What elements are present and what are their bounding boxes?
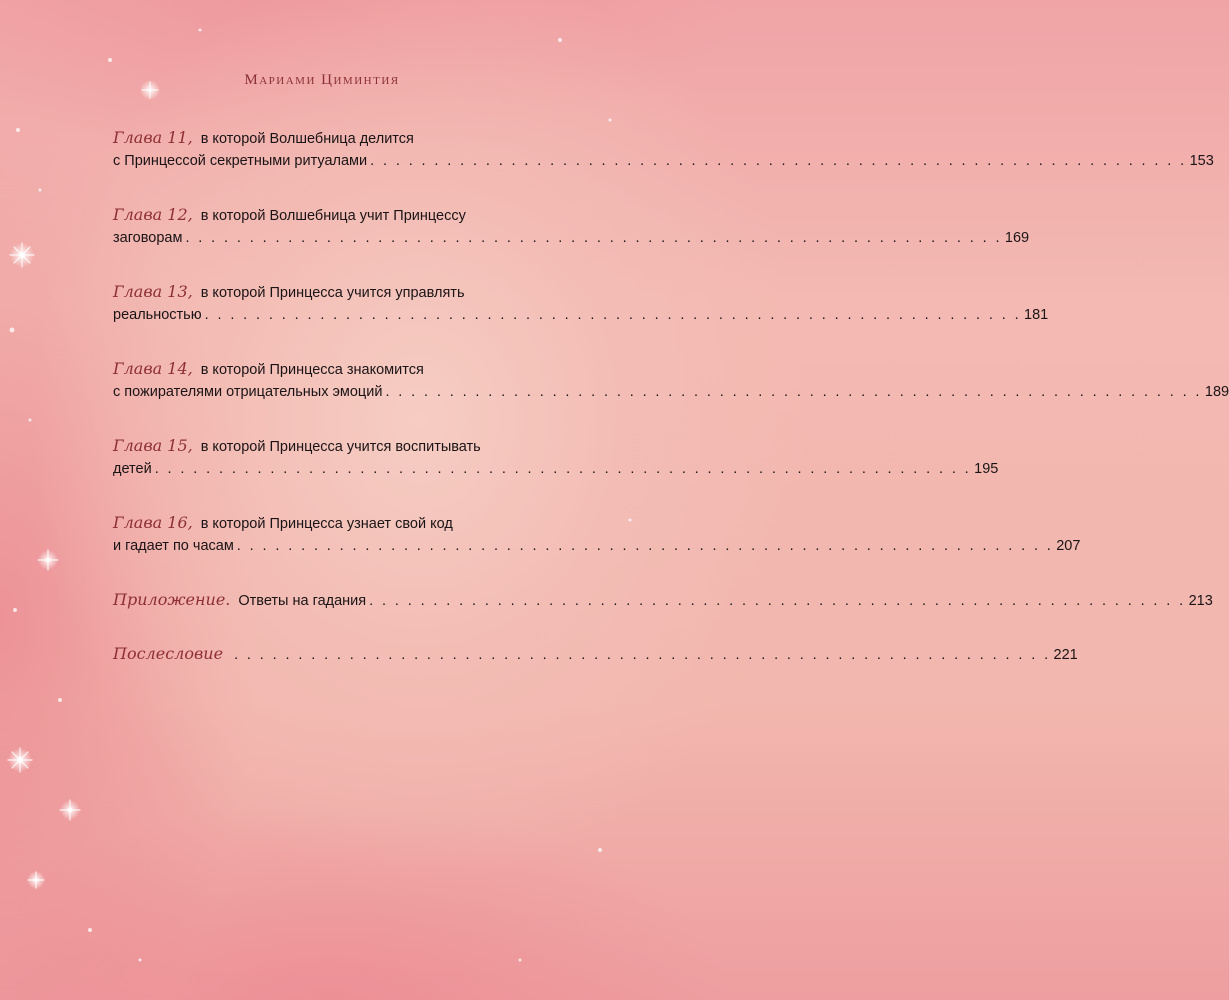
table-of-contents — [113, 128, 1229, 698]
chapter-label: Глава 12, — [113, 205, 193, 224]
entry-title-line1: в которой Принцесса узнает свой код — [200, 516, 453, 532]
toc-entry-afterword[interactable] — [113, 644, 1078, 671]
entry-title-line2: реальностью — [113, 307, 202, 323]
dot-leader: . . . . . . . . . . . . . . . . . . . . . . . . . . . . . . . . . . . . . . . . . . . . . . . . . . . . . . . . . . . . . . . . — [185, 230, 1002, 246]
toc-entry-appendix[interactable] — [113, 590, 1213, 617]
toc-entry-chapter-16[interactable] — [113, 513, 1081, 563]
entry-title-line1: в которой Волшебница учит Принцессу — [200, 208, 466, 224]
toc-entry-chapter-13[interactable] — [113, 282, 1049, 332]
dot-leader: . . . . . . . . . . . . . . . . . . . . . . . . . . . . . . . . . . . . . . . . . . . . . . . . . . . . . . . . . . . . . . . . — [154, 461, 972, 477]
dot-leader: . . . . . . . . . . . . . . . . . . . . . . . . . . . . . . . . . . . . . . . . . . . . . . . . . . . . . . . . . . . . . . . . — [204, 307, 1022, 323]
page-number: 153 — [1189, 153, 1214, 169]
appendix-label: Приложение. — [113, 590, 231, 609]
afterword-label: Послесловие — [113, 644, 224, 663]
entry-title-line2: с пожирателями отрицательных эмоций — [113, 384, 383, 400]
dot-leader: . . . . . . . . . . . . . . . . . . . . . . . . . . . . . . . . . . . . . . . . . . . . . . . . . . . . . . . . . . . . . . . . — [369, 593, 1186, 609]
page-number: 181 — [1024, 307, 1049, 323]
page-number: 207 — [1056, 538, 1081, 554]
chapter-label: Глава 16, — [113, 513, 193, 532]
entry-title-line1: в которой Принцесса знакомится — [200, 362, 424, 378]
chapter-label: Глава 11, — [113, 128, 193, 147]
chapter-label: Глава 13, — [113, 282, 193, 301]
page-number: 195 — [974, 461, 999, 477]
page-number: 169 — [1004, 230, 1030, 246]
page-number: 221 — [1053, 647, 1078, 663]
entry-title-line2: заговорам — [113, 230, 183, 246]
page-number: 189 — [1204, 384, 1229, 400]
entry-title-line1: в которой Принцесса учится воспитывать — [200, 439, 481, 455]
toc-entry-chapter-11[interactable] — [113, 128, 1214, 178]
running-header: Мариами Циминтия — [244, 72, 400, 88]
entry-title-line2: детей — [113, 461, 152, 477]
dot-leader: . . . . . . . . . . . . . . . . . . . . . . . . . . . . . . . . . . . . . . . . . . . . . . . . . . . . . . . . . . . . . . . . — [385, 384, 1202, 400]
entry-title: Ответы на гадания — [238, 593, 367, 609]
dot-leader: . . . . . . . . . . . . . . . . . . . . . . . . . . . . . . . . . . . . . . . . . . . . . . . . . . . . . . . . . . . . . . . . — [234, 647, 1051, 663]
chapter-label: Глава 14, — [113, 359, 193, 378]
toc-entry-chapter-12[interactable] — [113, 205, 1030, 255]
entry-title-line2: и гадает по часам — [113, 538, 234, 554]
entry-title-line2: с Принцессой секретными ритуалами — [113, 153, 368, 169]
toc-entry-chapter-15[interactable] — [113, 436, 999, 486]
dot-leader: . . . . . . . . . . . . . . . . . . . . . . . . . . . . . . . . . . . . . . . . . . . . . . . . . . . . . . . . . . . . . . . . — [236, 538, 1054, 554]
page-number: 213 — [1188, 593, 1213, 609]
toc-entry-chapter-14[interactable] — [113, 359, 1229, 409]
dot-leader: . . . . . . . . . . . . . . . . . . . . . . . . . . . . . . . . . . . . . . . . . . . . . . . . . . . . . . . . . . . . . . . . — [370, 153, 1187, 169]
entry-title-line1: в которой Волшебница делится — [200, 131, 414, 147]
chapter-label: Глава 15, — [113, 436, 193, 455]
entry-title-line1: в которой Принцесса учится управлять — [200, 285, 465, 301]
